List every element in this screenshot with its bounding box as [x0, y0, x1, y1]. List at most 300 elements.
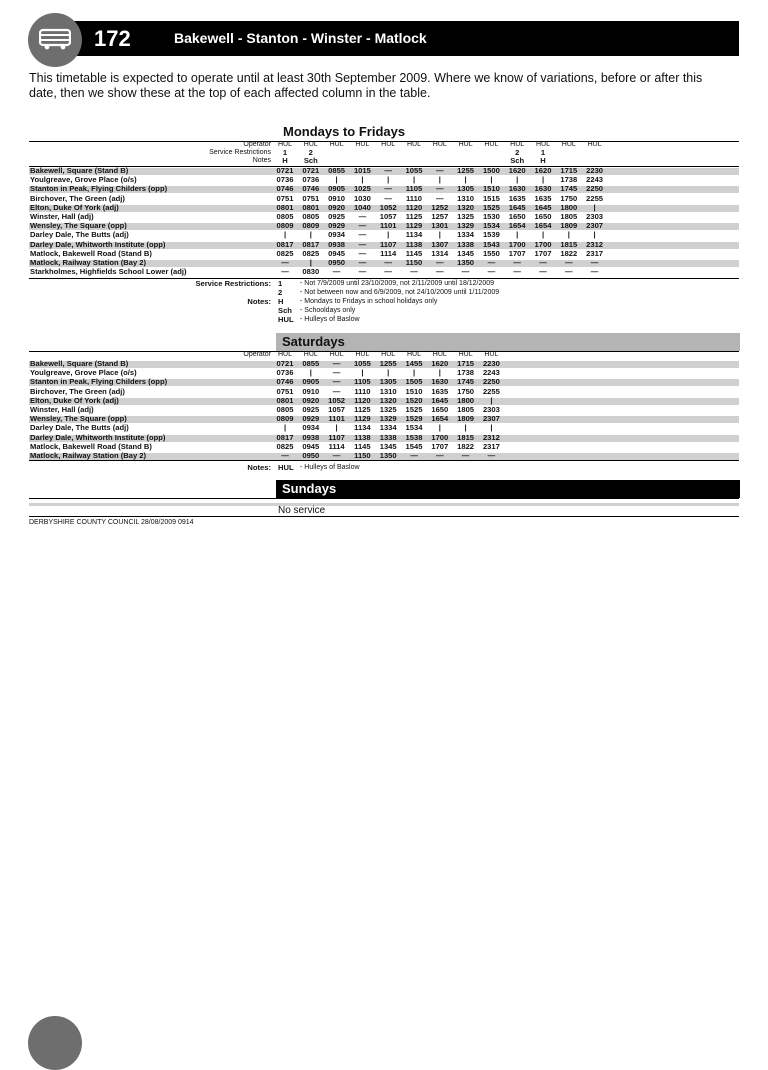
stop-name: Darley Dale, Whitworth Institute (opp) [30, 432, 166, 442]
footer-text: DERBYSHIRE COUNTY COUNCIL 28/08/2009 0914 [29, 519, 194, 526]
time-cell: 1320 [457, 202, 475, 212]
time-cell: — [384, 184, 392, 194]
time-cell: — [358, 258, 367, 267]
stop-name: Youlgreave, Grove Place (o/s) [30, 368, 137, 378]
time-cell: 1025 [353, 184, 371, 194]
operator-code: HUL [484, 141, 499, 148]
restriction-code: 1 [282, 148, 288, 157]
time-cell: 0809 [302, 221, 320, 231]
operator-code: HUL [587, 141, 602, 148]
time-cell: 1738 [457, 368, 475, 378]
operator-code: HUL [510, 141, 525, 148]
time-cell: 0855 [328, 166, 346, 175]
time-cell: 1310 [379, 386, 397, 396]
time-cell: 1707 [508, 248, 526, 258]
time-cell: 1125 [354, 405, 371, 414]
key-code: HUL [278, 463, 294, 472]
stop-name: Wensley, The Square (opp) [30, 221, 127, 231]
time-cell: 1630 [431, 377, 449, 387]
stop-name: Stanton in Peak, Flying Childers (opp) [30, 184, 168, 194]
time-cell: 1505 [405, 377, 423, 387]
stop-name: Darley Dale, The Butts (adj) [30, 230, 129, 240]
time-cell: — [332, 386, 341, 396]
time-cell: 0905 [302, 377, 320, 387]
time-cell: 1057 [328, 405, 346, 414]
time-cell: — [487, 258, 496, 267]
time-cell: | [361, 175, 364, 185]
stop-name: Bakewell, Square (Stand B) [30, 166, 129, 175]
operator-code: HUL [303, 141, 318, 148]
time-cell: 1150 [354, 451, 371, 460]
time-cell: 1345 [379, 441, 397, 451]
time-cell: — [332, 368, 341, 378]
divider [29, 460, 739, 461]
time-cell: — [384, 193, 392, 203]
time-cell: 1334 [379, 423, 397, 433]
key-code: Sch [278, 306, 292, 315]
time-cell: 0801 [276, 202, 294, 212]
time-cell: 1305 [457, 184, 475, 194]
time-cell: | [335, 423, 338, 433]
time-cell: 1545 [405, 441, 423, 451]
time-cell: 0925 [328, 212, 346, 221]
key-description: - Hulleys of Baslow [300, 464, 360, 471]
time-cell: 1809 [457, 414, 475, 424]
time-cell: 0746 [276, 377, 294, 387]
operator-code: HUL [406, 351, 421, 358]
operator-label: Operator [243, 351, 271, 358]
time-cell: | [464, 175, 467, 185]
time-cell: | [567, 230, 570, 240]
key-code: 1 [278, 279, 283, 288]
time-cell: 0934 [302, 423, 320, 433]
time-cell: 0830 [302, 267, 320, 277]
time-cell: 0934 [328, 230, 346, 240]
time-cell: 1550 [482, 248, 500, 258]
time-cell: — [384, 267, 392, 277]
time-cell: — [358, 239, 367, 249]
time-cell: 2250 [482, 377, 500, 387]
time-cell: | [490, 395, 493, 405]
time-cell: 1745 [457, 377, 475, 387]
row-band [29, 503, 739, 506]
time-cell: 1654 [534, 221, 552, 231]
note-code: H [540, 156, 546, 165]
time-cell: 0905 [328, 184, 346, 194]
time-cell: | [541, 230, 545, 240]
time-cell: 1700 [508, 239, 526, 249]
time-cell: 0925 [302, 405, 320, 414]
time-cell: 1809 [560, 221, 578, 231]
time-cell: 0910 [328, 193, 346, 203]
restrictions-label: Service Restrictions [209, 149, 271, 156]
time-cell: 1515 [482, 193, 500, 203]
key-description: - Not 7/9/2009 until 23/10/2009, not 2/11/2009 until 18/12/2009 [300, 280, 495, 287]
sunday-title-band [276, 480, 740, 498]
time-cell: | [593, 202, 596, 212]
time-cell: 0825 [276, 441, 294, 451]
route-title: Bakewell - Stanton - Winster - Matlock [174, 30, 427, 46]
key-code: 2 [278, 288, 283, 297]
time-cell: 0746 [276, 184, 294, 194]
stop-name: Wensley, The Square (opp) [30, 414, 127, 424]
time-cell: 2230 [482, 359, 500, 368]
time-cell: 1738 [560, 175, 578, 185]
time-cell: | [361, 368, 364, 378]
time-cell: 1815 [457, 432, 475, 442]
time-cell: — [487, 267, 496, 277]
operator-code: HUL [355, 141, 370, 148]
time-cell: — [410, 451, 418, 460]
restriction-code: 2 [308, 148, 313, 157]
stop-name: Starkholmes, Highfields School Lower (adj) [30, 267, 187, 277]
time-cell: 0751 [276, 193, 294, 203]
time-cell: 1525 [405, 405, 423, 414]
note-code: Sch [510, 156, 525, 165]
time-cell: 1307 [431, 239, 449, 249]
time-cell: 1329 [379, 414, 397, 424]
time-cell: 1520 [405, 395, 423, 405]
time-cell: 0950 [302, 451, 320, 460]
route-number: 172 [94, 26, 131, 51]
time-cell: 1252 [431, 202, 449, 212]
time-cell: — [436, 166, 444, 175]
time-cell: 1620 [534, 166, 552, 175]
time-cell: 1800 [457, 395, 475, 405]
time-cell: 1114 [380, 248, 397, 258]
time-cell: 1805 [457, 405, 475, 414]
time-cell: — [513, 258, 521, 267]
time-cell: | [387, 230, 390, 240]
time-cell: | [438, 423, 441, 433]
operator-code: HUL [355, 351, 370, 358]
time-cell: 1305 [379, 377, 397, 387]
time-cell: 0805 [276, 405, 294, 414]
key-description: - Not between now and 6/9/2009, not 24/10/2009 until 1/11/2009 [300, 289, 500, 296]
time-cell: 1120 [405, 202, 423, 212]
time-cell: 1707 [534, 248, 552, 258]
time-cell: 2243 [482, 368, 500, 378]
time-cell: 1822 [457, 441, 475, 451]
time-cell: | [309, 258, 312, 267]
time-cell: 1301 [431, 221, 449, 231]
time-cell: 1750 [560, 193, 578, 203]
time-cell: 1654 [508, 221, 526, 231]
intro-text: This timetable is expected to operate until at least 30th September 2009. Where we know of variations, before or after this date, then we show these at the top of each affected column in the table. [29, 71, 703, 100]
time-cell: 1110 [354, 386, 371, 396]
time-cell: 1529 [405, 414, 423, 424]
time-cell: | [283, 230, 287, 240]
bus-badge [28, 13, 82, 67]
time-cell: — [332, 267, 341, 277]
time-cell: | [387, 175, 390, 185]
time-cell: 0929 [328, 221, 346, 231]
time-cell: 0746 [302, 184, 320, 194]
time-cell: — [436, 193, 444, 203]
time-cell: 1052 [379, 202, 397, 212]
time-cell: | [490, 175, 493, 185]
time-cell: 1334 [457, 230, 475, 240]
time-cell: 1150 [405, 258, 423, 267]
time-cell: 1534 [405, 423, 423, 433]
time-cell: 1107 [379, 239, 397, 249]
time-cell: 1538 [405, 432, 423, 442]
time-cell: 1715 [560, 166, 578, 175]
stop-name: Birchover, The Green (adj) [30, 193, 125, 203]
notes-key-label: Notes: [247, 463, 271, 472]
time-cell: 0945 [328, 248, 346, 258]
time-cell: 2303 [586, 212, 604, 221]
time-cell: 1314 [431, 248, 449, 258]
time-cell: 1138 [405, 239, 423, 249]
time-cell: 0825 [302, 248, 320, 258]
time-cell: 1040 [353, 202, 371, 212]
time-cell: — [436, 451, 444, 460]
time-cell: 1345 [457, 248, 475, 258]
time-cell: — [565, 258, 573, 267]
operator-label: Operator [243, 141, 271, 148]
time-cell: 1630 [508, 184, 526, 194]
time-cell: — [358, 221, 367, 231]
time-cell: 1525 [482, 202, 500, 212]
time-cell: 1145 [354, 441, 371, 451]
time-cell: | [309, 368, 312, 378]
time-cell: 1815 [560, 239, 578, 249]
operator-code: HUL [458, 141, 473, 148]
operator-code: HUL [277, 351, 292, 358]
time-cell: | [412, 175, 416, 185]
time-cell: | [283, 423, 287, 433]
time-cell: — [590, 258, 599, 267]
time-cell: 1052 [328, 395, 346, 405]
time-cell: 0736 [276, 368, 294, 378]
time-cell: 1620 [431, 359, 449, 368]
operator-code: HUL [432, 141, 447, 148]
time-cell: 0736 [302, 175, 320, 185]
time-cell: 1110 [405, 193, 423, 203]
operator-code: HUL [329, 351, 344, 358]
time-cell: — [461, 451, 470, 460]
time-cell: 2255 [586, 193, 604, 203]
time-cell: | [516, 175, 519, 185]
time-cell: 1650 [431, 405, 449, 414]
time-cell: 0950 [328, 258, 346, 267]
time-cell: 0721 [276, 359, 294, 368]
time-cell: 1030 [353, 193, 371, 203]
time-cell: — [281, 267, 289, 277]
sunday-title: Sundays [282, 481, 337, 496]
weekday-title: Mondays to Fridays [283, 124, 406, 139]
time-cell: 2317 [482, 441, 500, 451]
stop-name: Matlock, Bakewell Road (Stand B) [30, 248, 152, 258]
stop-name: Matlock, Railway Station (Bay 2) [30, 258, 147, 267]
restrictions-key-label: Service Restrictions: [195, 279, 271, 288]
time-cell: 1057 [379, 212, 397, 221]
time-cell: 1630 [534, 184, 552, 194]
divider [29, 498, 739, 499]
time-cell: 2255 [482, 386, 500, 396]
time-cell: 1645 [431, 395, 449, 405]
time-cell: — [487, 451, 496, 460]
time-cell: 1015 [353, 166, 371, 175]
time-cell: 1329 [457, 221, 475, 231]
time-cell: 1325 [379, 405, 397, 414]
time-cell: | [438, 230, 441, 240]
time-cell: 1620 [508, 166, 526, 175]
time-cell: 1510 [405, 386, 423, 396]
time-cell: 2312 [586, 239, 604, 249]
time-cell: 0855 [302, 359, 320, 368]
time-cell: — [590, 267, 599, 277]
time-cell: — [358, 212, 367, 221]
time-cell: 1534 [482, 221, 500, 231]
time-cell: 0920 [328, 202, 346, 212]
time-cell: — [436, 267, 444, 277]
time-cell: 1255 [457, 166, 475, 175]
time-cell: 1134 [405, 230, 423, 240]
time-cell: 1650 [534, 212, 552, 221]
time-cell: 1543 [482, 239, 500, 249]
time-cell: 0938 [328, 239, 346, 249]
stop-name: Darley Dale, Whitworth Institute (opp) [30, 239, 166, 249]
operator-code: HUL [329, 141, 344, 148]
time-cell: 1101 [379, 221, 397, 231]
time-cell: 1715 [457, 359, 475, 368]
time-cell: 1055 [353, 359, 371, 368]
time-cell: 1650 [508, 212, 526, 221]
key-code: H [278, 297, 284, 306]
time-cell: 1145 [405, 248, 423, 258]
operator-code: HUL [432, 351, 447, 358]
time-cell: 2307 [482, 414, 500, 424]
time-cell: — [539, 267, 547, 277]
time-cell: | [438, 175, 441, 185]
stop-name: Matlock, Bakewell Road (Stand B) [30, 441, 152, 451]
time-cell: 1800 [560, 202, 578, 212]
stop-name: Darley Dale, The Butts (adj) [30, 423, 129, 433]
time-cell: 0805 [302, 212, 320, 221]
time-cell: 0938 [302, 432, 320, 442]
operator-code: HUL [406, 141, 421, 148]
notes-key-label: Notes: [247, 297, 271, 306]
time-cell: 0817 [276, 432, 294, 442]
time-cell: 1750 [457, 386, 475, 396]
time-cell: 1805 [560, 212, 578, 221]
stop-name: Bakewell, Square (Stand B) [30, 359, 129, 368]
key-description: - Hulleys of Baslow [300, 316, 360, 323]
operator-code: HUL [484, 351, 499, 358]
time-cell: 1101 [328, 414, 345, 424]
time-cell: 1635 [431, 386, 449, 396]
time-cell: — [332, 377, 341, 387]
time-cell: — [539, 258, 547, 267]
time-cell: — [358, 267, 367, 277]
time-cell: | [438, 368, 441, 378]
note-code: H [282, 156, 288, 165]
time-cell: | [309, 230, 312, 240]
stop-name: Winster, Hall (adj) [30, 212, 94, 221]
key-description: - Schooldays only [300, 307, 356, 314]
divider [29, 516, 739, 517]
stop-name: Birchover, The Green (adj) [30, 386, 125, 396]
time-cell: 1320 [379, 395, 397, 405]
time-cell: 1134 [354, 423, 371, 433]
saturday-title: Saturdays [282, 334, 345, 349]
time-cell: 1255 [379, 359, 397, 368]
time-cell: | [593, 230, 596, 240]
time-cell: 1635 [508, 193, 526, 203]
time-cell: 1257 [431, 212, 449, 221]
time-cell: 1105 [354, 377, 371, 387]
time-cell: 0817 [276, 239, 294, 249]
operator-code: HUL [303, 351, 318, 358]
time-cell: — [513, 267, 521, 277]
time-cell: 0910 [302, 386, 320, 396]
time-cell: 0801 [276, 395, 294, 405]
time-cell: 1539 [482, 230, 500, 240]
time-cell: 0721 [302, 166, 320, 175]
time-cell: — [281, 258, 289, 267]
stop-name: Winster, Hall (adj) [30, 405, 94, 414]
time-cell: 0805 [276, 212, 294, 221]
time-cell: 2230 [586, 166, 604, 175]
time-cell: | [516, 230, 519, 240]
time-cell: 0809 [276, 221, 294, 231]
restriction-code: 1 [540, 148, 546, 157]
time-cell: | [490, 423, 493, 433]
time-cell: 1700 [534, 239, 552, 249]
operator-code: HUL [381, 141, 396, 148]
time-cell: 1822 [560, 248, 578, 258]
time-cell: 1350 [379, 451, 397, 460]
time-cell: 1645 [508, 202, 526, 212]
key-description: - Mondays to Fridays in school holidays only [300, 298, 438, 305]
key-code: HUL [278, 315, 294, 324]
time-cell: 1055 [405, 166, 423, 175]
time-cell: 1120 [354, 395, 371, 405]
time-cell: 1645 [534, 202, 552, 212]
stop-name: Matlock, Railway Station (Bay 2) [30, 451, 147, 460]
time-cell: | [335, 175, 338, 185]
time-cell: | [412, 368, 416, 378]
stop-name: Stanton in Peak, Flying Childers (opp) [30, 377, 168, 387]
time-cell: — [358, 230, 367, 240]
time-cell: 0945 [302, 441, 320, 451]
operator-code: HUL [381, 351, 396, 358]
time-cell: 1129 [405, 221, 423, 231]
time-cell: | [387, 368, 390, 378]
time-cell: 1105 [405, 184, 423, 194]
no-service-text: No service [278, 505, 326, 516]
time-cell: — [436, 184, 444, 194]
time-cell: 2303 [482, 405, 500, 414]
time-cell: 0809 [276, 414, 294, 424]
time-cell: — [332, 451, 341, 460]
restriction-code: 2 [515, 148, 520, 157]
operator-code: HUL [458, 351, 473, 358]
operator-code: HUL [277, 141, 292, 148]
time-cell: | [541, 175, 545, 185]
time-cell: 2307 [586, 221, 604, 231]
time-cell: 0920 [302, 395, 320, 405]
stop-name: Elton, Duke Of York (adj) [30, 202, 119, 212]
time-cell: 1350 [457, 258, 475, 267]
time-cell: 1455 [405, 359, 423, 368]
time-cell: — [384, 166, 392, 175]
time-cell: | [464, 423, 467, 433]
time-cell: — [281, 451, 289, 460]
time-cell: 1745 [560, 184, 578, 194]
